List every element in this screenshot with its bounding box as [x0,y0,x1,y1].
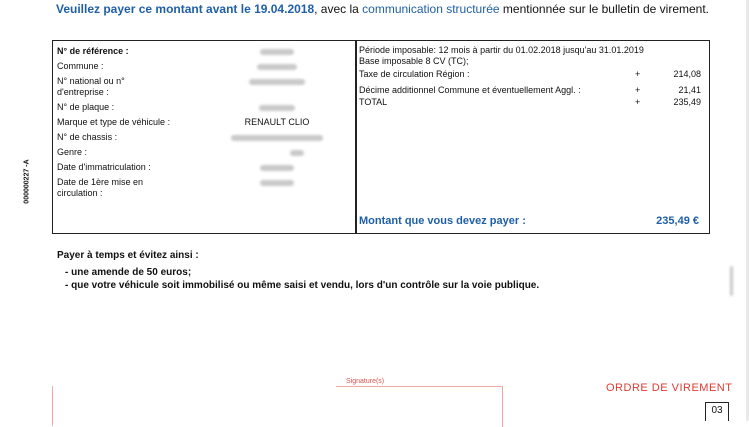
redacted-value [207,162,347,173]
redacted-value [207,132,347,143]
tax-line-amount: 235,49 [673,97,701,107]
vehicle-info [57,46,349,203]
tax-line [359,69,707,81]
field-vehicle-type [57,117,349,128]
tax-line [359,85,707,97]
tax-line-sign: + [635,85,641,95]
redacted-value [207,61,347,72]
payment-instruction [56,2,716,17]
field-chassis [57,132,349,143]
tax-base: Base imposable 8 CV (TC); [359,55,469,66]
field-label: N° de plaque : [57,102,115,112]
signature-label: Signature(s) [346,378,385,385]
tax-line-label: Décime additionnel Commune et éventuellement Aggl. : [359,85,581,95]
instruction-text-2: mentionnée sur le bulletin de virement. [499,2,710,16]
redacted-value [207,76,347,87]
form-left-border [52,386,53,426]
warning-bullet: - une amende de 50 euros; [65,267,192,278]
tax-line-amount: 214,08 [673,69,701,79]
transfer-number: 03 [705,402,729,421]
redacted-value [207,46,347,57]
vehicle-type-value: RENAULT CLIO [244,117,310,127]
field-label: Commune : [57,61,104,71]
side-document-code: 000000227 -A [23,159,31,204]
tax-line-sign: + [635,97,641,107]
redacted-value [207,102,347,113]
redacted-value [207,177,347,188]
tax-line-label: TOTAL [359,97,388,107]
instruction-text-1: , avec la [314,2,363,16]
late-payment-warning [57,249,539,292]
field-reference [57,46,349,57]
tax-calculation [359,45,707,109]
tax-period: Période imposable: 12 mois à partir du 01.02.2018 jusqu'au 31.01.2019 [359,45,644,55]
field-first-circulation-date [57,177,349,199]
warning-bullet: - que votre véhicule soit immobilisé ou même saisi et vendu, lors d'un contrôle sur la voie publique. [65,280,540,291]
transfer-order-title: ORDRE DE VIREMENT [606,382,733,394]
structured-communication-text: communication structurée [362,2,500,16]
field-label: N° national ou n° d'entreprise : [57,76,125,97]
due-date-text: Veuillez payer ce montant avant le 19.04.2018 [56,2,315,16]
field-label: Date d'immatriculation : [57,162,151,172]
tax-line-label: Taxe de circulation Région : [359,69,470,79]
warning-title: Payer à temps et évitez ainsi : [57,250,199,261]
amount-due-value: 235,49 € [656,215,699,227]
field-registration-date [57,162,349,173]
field-label: Date de 1ère mise en circulation : [57,177,144,198]
field-genre [57,147,349,158]
field-label: N° de chassis : [57,132,118,142]
amount-due-label: Montant que vous devez payer : [359,215,526,227]
field-commune [57,61,349,72]
field-label: Marque et type de véhicule : [57,117,171,127]
box-divider [355,41,357,233]
tax-line-total [359,97,707,109]
field-label: Genre : [57,147,88,157]
tax-line-amount: 21,41 [678,85,701,95]
right-edge-code [729,261,735,301]
field-plate [57,102,349,113]
redacted-value [207,147,347,158]
tax-line-sign: + [635,69,641,79]
tax-details-box [52,40,710,234]
field-label: N° de référence : [57,46,129,56]
amount-due [359,215,703,227]
field-national-number [57,76,349,98]
